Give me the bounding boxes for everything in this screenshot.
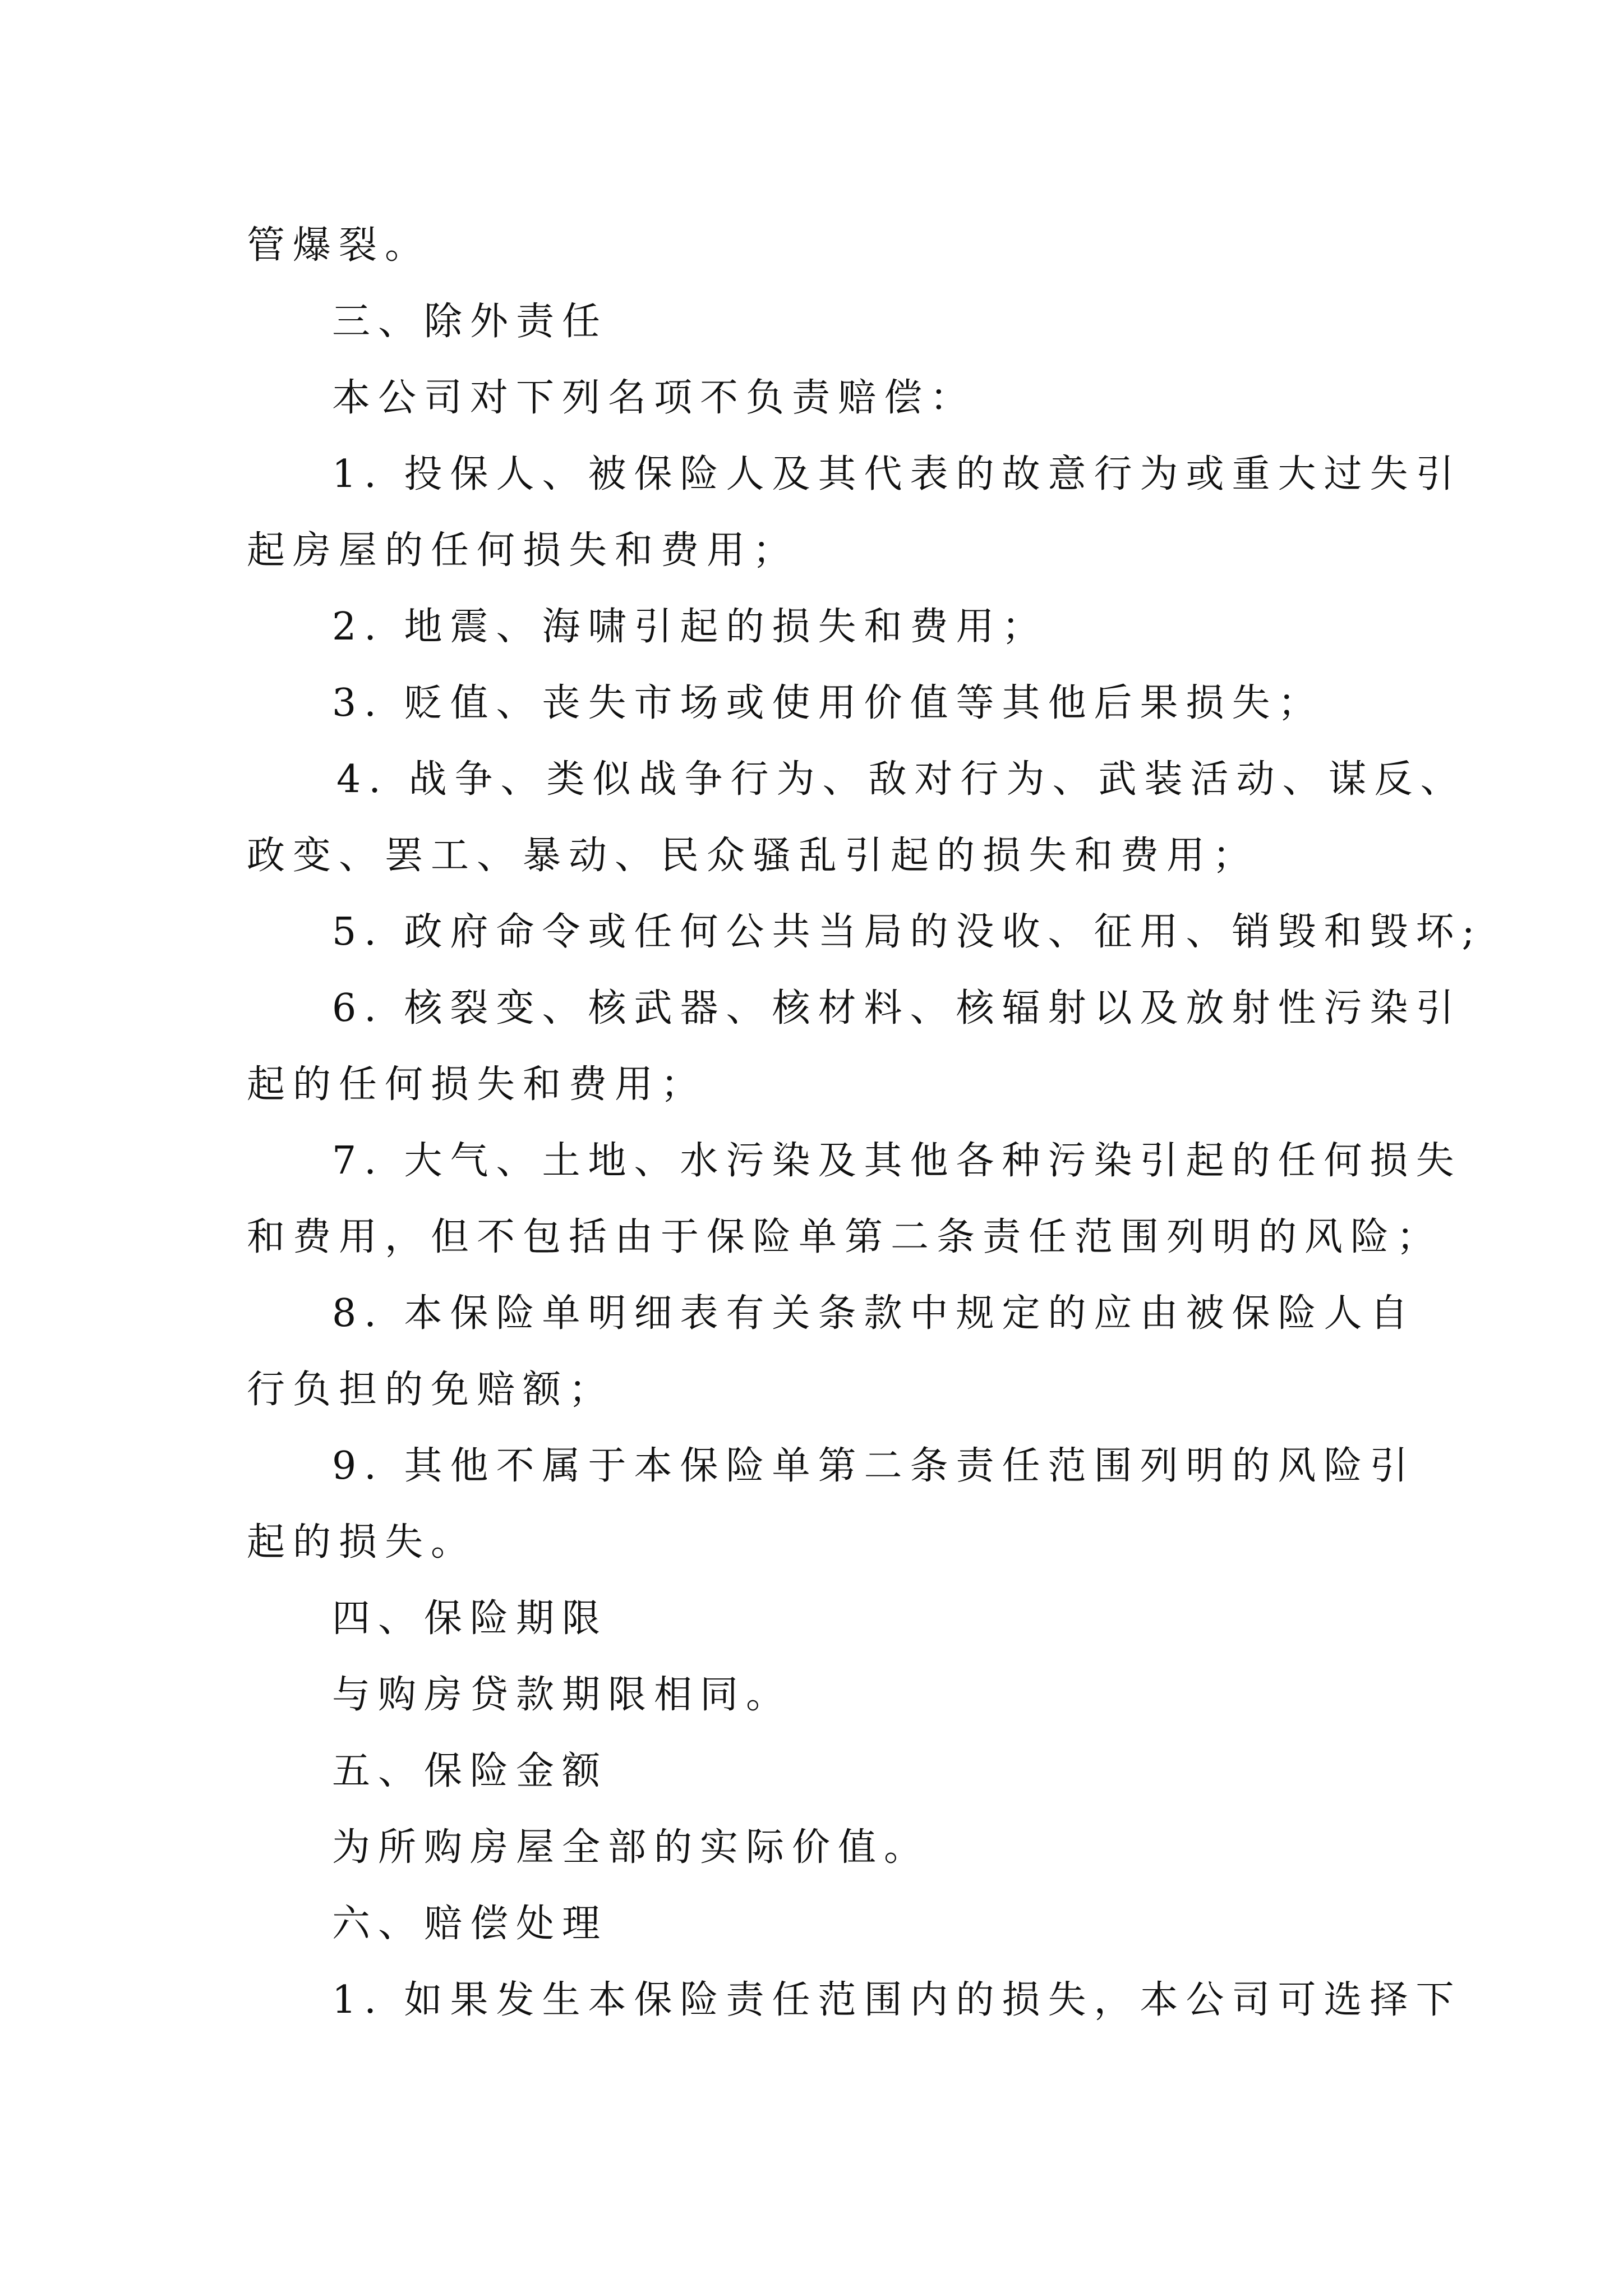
text-line: 本公司对下列名项不负责赔偿： [332,376,976,420]
list-item-5: 5. 政府命令或任何公共当局的没收、征用、销毁和毁坏; [332,910,1483,954]
document-body [247,208,1483,2039]
text-line: 行负担的免赔额； [247,1368,615,1412]
section-heading-claims: 六、赔偿处理 [332,1902,608,1946]
text-line: 管爆裂。 [247,223,431,268]
list-item-8: 8. 本保险单明细表有关条款中规定的应由被保险人自 [332,1291,1416,1336]
section-heading-exclusions: 三、除外责任 [332,300,608,344]
list-item-9: 9. 其他不属于本保险单第二条责任范围列明的风险引 [332,1444,1416,1488]
text-line: 与购房贷款期限相同。 [332,1673,792,1717]
list-item-1: 1. 如果发生本保险责任范围内的损失，本公司可选择下 [332,1978,1462,2022]
list-item-4: 4. 战争、类似战争行为、敌对行为、武装活动、谋反、 [336,757,1467,802]
list-item-7: 7. 大气、土地、水污染及其他各种污染引起的任何损失 [332,1139,1462,1183]
section-heading-insurance-period: 四、保险期限 [332,1596,608,1641]
text-line: 起房屋的任何损失和费用； [247,528,799,573]
list-item-3: 3. 贬值、丧失市场或使用价值等其他后果损失； [332,681,1324,725]
text-line: 政变、罢工、暴动、民众骚乱引起的损失和费用； [247,834,1259,878]
list-item-2: 2. 地震、海啸引起的损失和费用； [332,605,1048,649]
text-line: 起的损失。 [247,1520,477,1565]
text-line: 和费用，但不包括由于保险单第二条责任范围列明的风险； [247,1215,1443,1259]
list-item-1: 1. 投保人、被保险人及其代表的故意行为或重大过失引 [332,452,1462,496]
list-item-6: 6. 核裂变、核武器、核材料、核辐射以及放射性污染引 [332,986,1462,1030]
text-line: 起的任何损失和费用； [247,1062,707,1107]
section-heading-insured-amount: 五、保险金额 [332,1749,608,1793]
text-line: 为所购房屋全部的实际价值。 [332,1825,930,1870]
